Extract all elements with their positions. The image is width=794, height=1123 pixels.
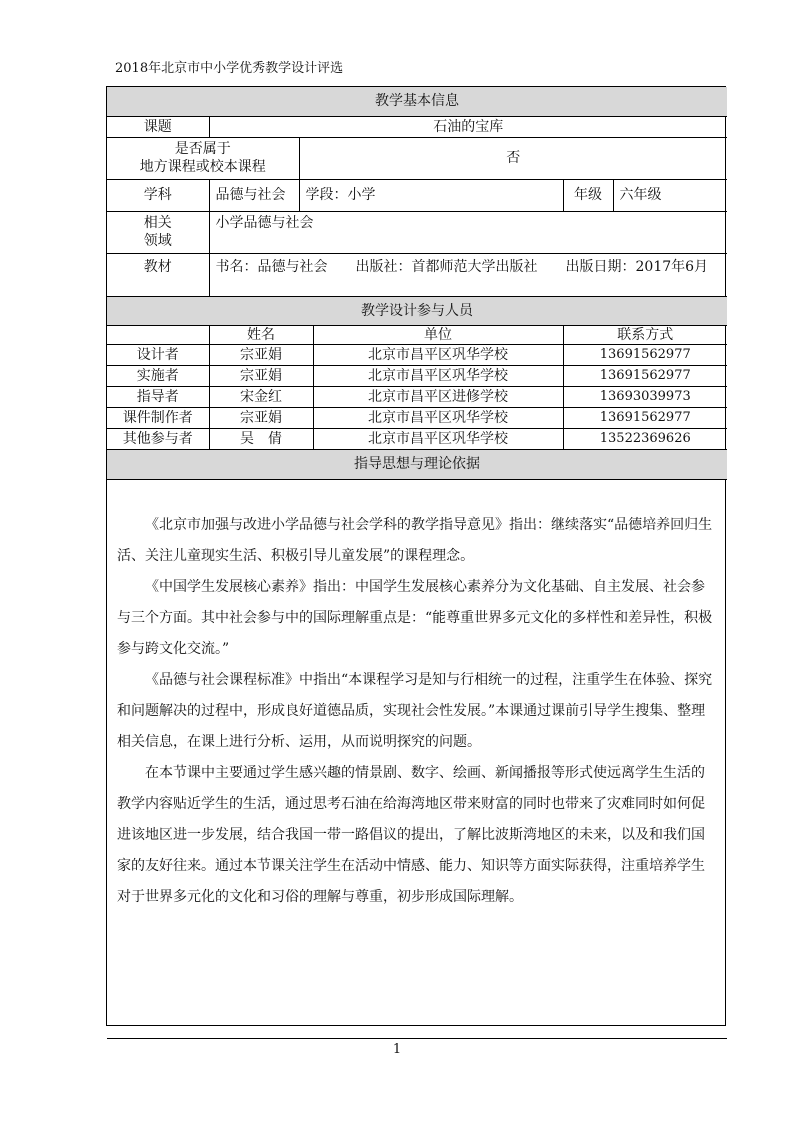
- local-course-label-line1: 是否属于: [174, 141, 231, 157]
- participant-role: 课件制作者: [107, 407, 209, 428]
- participants-role-header: [107, 325, 209, 344]
- guidance-paragraph: 《北京市加强与改进小学品德与社会学科的教学指导意见》指出：继续落实“品德培养回归生活、关注儿童现实生活、积极引导儿童发展”的课程理念。: [117, 516, 713, 564]
- participant-name: 宗亚娟: [209, 344, 313, 365]
- running-title: 2018年北京市中小学优秀教学设计评选: [115, 61, 344, 76]
- table-row: [107, 344, 727, 365]
- participant-role: 指导者: [107, 386, 209, 407]
- participant-phone: 13691562977: [563, 344, 727, 365]
- participant-unit: 北京市昌平区巩华学校: [313, 407, 563, 428]
- local-course-label: [107, 137, 299, 179]
- guidance-paragraph: 《中国学生发展核心素养》指出：中国学生发展核心素养分为文化基础、自主发展、社会参与三个方面。其中社会参与中的国际理解重点是：“能尊重世界多元文化的多样性和差异性，积极参与跨文化交流。”: [117, 578, 713, 657]
- local-course-label-line2: 地方课程或校本课程: [139, 159, 266, 175]
- participant-name: 宗亚娟: [209, 365, 313, 386]
- participant-name: 吴 倩: [209, 428, 313, 449]
- field-value: 小学品德与社会: [209, 211, 727, 253]
- row-topic: [107, 116, 727, 137]
- participant-unit: 北京市昌平区巩华学校: [313, 365, 563, 386]
- grade-label: 年级: [563, 179, 613, 211]
- participant-phone: 13691562977: [563, 407, 727, 428]
- stage-text: 学段：小学: [299, 179, 563, 211]
- participant-phone: 13693039973: [563, 386, 727, 407]
- participant-unit: 北京市昌平区巩华学校: [313, 428, 563, 449]
- section-title-participants: 教学设计参与人员: [107, 296, 727, 325]
- participant-phone: 13691562977: [563, 365, 727, 386]
- lesson-info-table: [107, 87, 727, 1039]
- guidance-paragraph: 《品德与社会课程标准》中指出“本课程学习是知与行相统一的过程，注重学生在体验、探究和问题解决的过程中，形成良好道德品质，实现社会性发展。”本课通过课前引导学生搜集、整理相关信息，在课上进行分析、运用，从而说明探究的问题。: [117, 671, 713, 750]
- local-course-value: 否: [299, 137, 727, 179]
- table-row: [107, 407, 727, 428]
- participants-header-row: [107, 325, 727, 344]
- participant-unit: 北京市昌平区进修学校: [313, 386, 563, 407]
- participant-role: 设计者: [107, 344, 209, 365]
- section-title-basic: 教学基本信息: [107, 87, 727, 116]
- subject-label: 学科: [107, 179, 209, 211]
- table-row: [107, 428, 727, 449]
- field-label-line2: 领域: [143, 233, 172, 249]
- participant-unit: 北京市昌平区巩华学校: [313, 344, 563, 365]
- column-header-name: 姓名: [209, 325, 313, 344]
- row-textbook: [107, 253, 727, 296]
- participant-name: 宋金红: [209, 386, 313, 407]
- textbook-value: 书名：品德与社会 出版社：首都师范大学出版社 出版日期：2017年6月: [209, 253, 727, 296]
- section-header-participants: [107, 296, 727, 325]
- table-row: [107, 365, 727, 386]
- row-subject: [107, 179, 727, 211]
- participant-phone: 13522369626: [563, 428, 727, 449]
- table-row: [107, 386, 727, 407]
- field-label: [107, 211, 209, 253]
- section-header-basic: [107, 87, 727, 116]
- guidance-body: [107, 479, 727, 1038]
- row-field: [107, 211, 727, 253]
- field-label-line1: 相关: [143, 215, 172, 231]
- row-guidance-body: [107, 479, 727, 1038]
- participant-name: 宗亚娟: [209, 407, 313, 428]
- textbook-label: 教材: [107, 253, 209, 296]
- column-header-unit: 单位: [313, 325, 563, 344]
- lesson-info-form: [106, 86, 726, 1026]
- topic-label: 课题: [107, 116, 209, 137]
- grade-value: 六年级: [613, 179, 727, 211]
- topic-value: 石油的宝库: [209, 116, 727, 137]
- subject-value: 品德与社会: [209, 179, 299, 211]
- column-header-contact: 联系方式: [563, 325, 727, 344]
- guidance-paragraph: 在本节课中主要通过学生感兴趣的情景剧、数字、绘画、新闻播报等形式使远离学生生活的教学内容贴近学生的生活，通过思考石油在给海湾地区带来财富的同时也带来了灾难同时如何促进该地区进一步发展，结合我国一带一路倡议的提出，了解比波斯湾地区的未来，以及和我们国家的友好往来。通过本节课关注学生在活动中情感、能力、知识等方面实际获得，注重培养学生对于世界多元化的文化和习俗的理解与尊重，初步形成国际理解。: [117, 764, 705, 905]
- section-header-guidance: [107, 449, 727, 479]
- section-title-guidance: 指导思想与理论依据: [107, 449, 727, 479]
- participant-role: 其他参与者: [107, 428, 209, 449]
- participant-role: 实施者: [107, 365, 209, 386]
- row-local-course: [107, 137, 727, 179]
- page-number: 1: [392, 1042, 402, 1057]
